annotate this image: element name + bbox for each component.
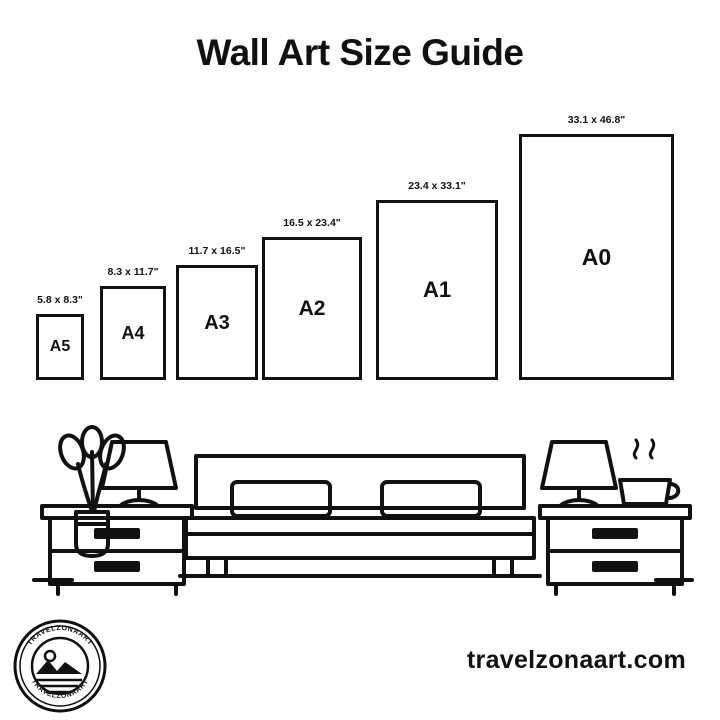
frame-a2[interactable]: [262, 211, 362, 380]
frame-size-label: A1: [422, 277, 452, 302]
brand-logo: [12, 618, 108, 714]
frame-dimensions-label: 8.3 x 11.7": [107, 266, 159, 278]
frame-size-label: A2: [298, 297, 326, 320]
frame-dimensions-label: 16.5 x 23.4": [283, 217, 341, 229]
website-url: travelzonaart.com: [466, 646, 686, 674]
frame-preview[interactable]: [262, 237, 362, 380]
logo-top-text: TRAVELZONAART: [26, 624, 94, 647]
frame-size-row: [0, 110, 720, 400]
frame-a5[interactable]: [36, 288, 84, 380]
footer: [0, 600, 720, 720]
table-lamp-right: [542, 442, 616, 506]
frame-size-label: A0: [581, 243, 612, 270]
frame-dimensions-label: 33.1 x 46.8": [567, 114, 626, 126]
frame-a3[interactable]: [176, 239, 258, 380]
frame-size-label: A3: [204, 311, 230, 334]
frame-preview[interactable]: [100, 286, 166, 380]
frame-dimensions-label: 5.8 x 8.3": [37, 294, 83, 306]
frame-a1[interactable]: [376, 174, 498, 380]
frame-size-label: A4: [121, 323, 145, 343]
frame-preview[interactable]: [519, 134, 674, 380]
frame-preview[interactable]: [376, 200, 498, 380]
frame-preview[interactable]: [176, 265, 258, 380]
frame-a4[interactable]: [100, 260, 166, 380]
page-title: Wall Art Size Guide: [196, 32, 524, 73]
logo-bottom-text: TRAVELZONAART: [29, 678, 91, 701]
bed: [180, 456, 540, 576]
table-lamp-left: [102, 442, 176, 506]
bedroom-illustration: [0, 372, 720, 607]
coffee-cup: [620, 440, 678, 504]
frame-dimensions-label: 23.4 x 33.1": [408, 180, 466, 192]
frame-size-label: A5: [49, 338, 71, 355]
frame-preview[interactable]: [36, 314, 84, 380]
frame-a0[interactable]: [519, 108, 674, 380]
frame-dimensions-label: 11.7 x 16.5": [188, 245, 246, 257]
